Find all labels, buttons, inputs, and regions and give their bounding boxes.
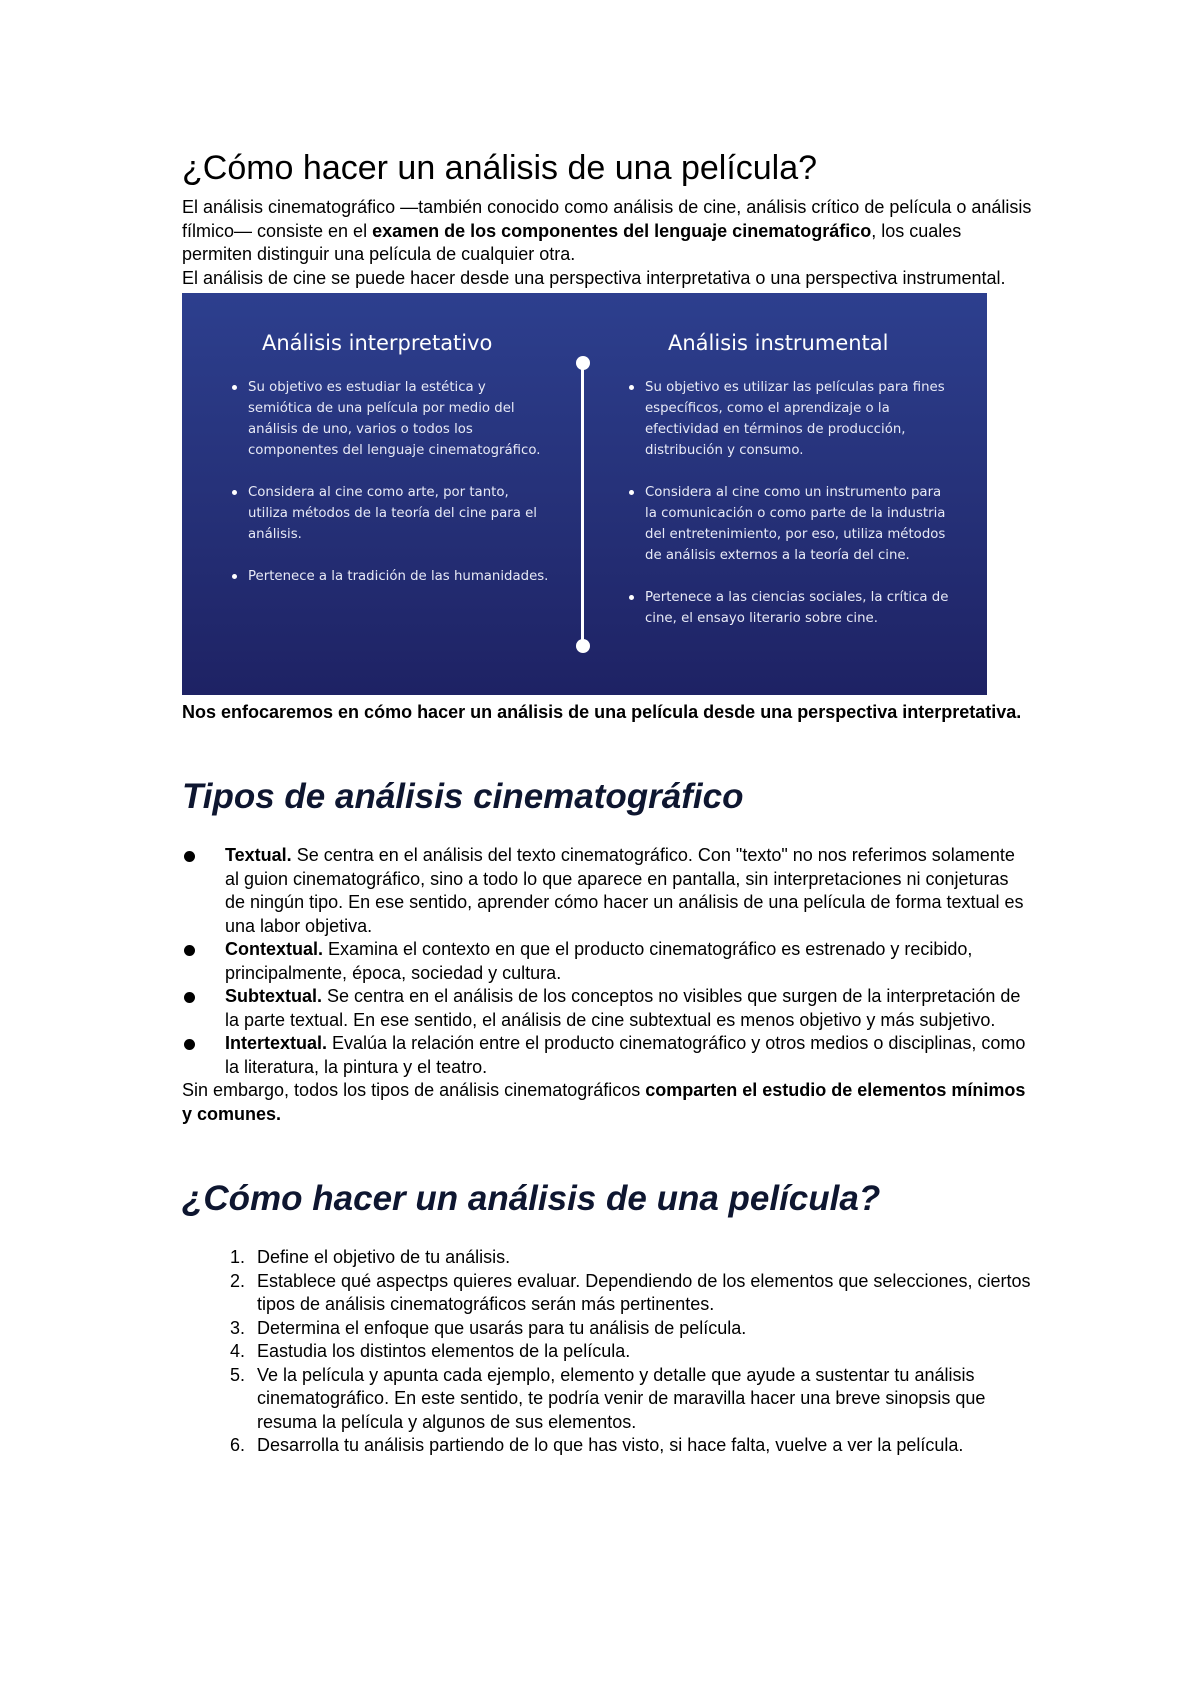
- instrumental-item: Pertenece a las ciencias sociales, la crítica de cine, el ensayo literario sobre cine.: [629, 587, 949, 629]
- tipos-closing: [182, 1079, 1032, 1126]
- document-content: [182, 148, 1032, 1458]
- tipos-desc: Se centra en el análisis de los conceptos no visibles que surgen de la interpretación de la parte textual. En ese sentido, el análisis de cine subtextual es menos objetivo y más subjetivo.: [225, 986, 1021, 1030]
- step-item: [217, 1317, 1032, 1341]
- step-number: 3.: [229, 1317, 245, 1338]
- step-text: Desarrolla tu análisis partiendo de lo que has visto, si hace falta, vuelve a ver la película.: [257, 1435, 964, 1455]
- step-item: [217, 1270, 1032, 1317]
- instrumental-title: Análisis instrumental: [668, 331, 889, 355]
- tipos-item: [182, 1032, 1032, 1079]
- instrumental-item: Considera al cine como un instrumento para la comunicación o como parte de la industria del entretenimiento, por eso, utiliza métodos de análisis externos a la teoría del cine.: [629, 482, 949, 566]
- instrumental-item: Su objetivo es utilizar las películas para fines específicos, como el aprendizaje o la efectividad en términos de producción, distribución y consumo.: [629, 377, 949, 461]
- step-text: Establece qué aspectps quieres evaluar. Dependiendo de los elementos que selecciones, ciertos tipos de análisis cinematográficos serán más pertinentes.: [257, 1270, 1031, 1314]
- divider-bottom-dot: [576, 639, 590, 653]
- step-text: Define el objetivo de tu análisis.: [257, 1247, 511, 1267]
- instrumental-list: [629, 377, 949, 650]
- focus-statement: Nos enfocaremos en cómo hacer un análisis de una película desde una perspectiva interpretativa.: [182, 702, 1022, 722]
- step-item: [217, 1340, 1032, 1364]
- step-text: Determina el enfoque que usarás para tu análisis de película.: [257, 1317, 747, 1338]
- section-heading-como: ¿Cómo hacer un análisis de una película?: [182, 1179, 881, 1218]
- step-number: 1.: [229, 1247, 245, 1267]
- step-text: Ve la película y apunta cada ejemplo, elemento y detalle que ayude a sustentar tu análisis cinematográfico. En este sentido, te podría venir de maravilla hacer una breve sinopsis que resuma la película y algunos de sus elementos.: [257, 1364, 986, 1432]
- timeline-divider: [581, 360, 584, 646]
- tipos-list: [182, 844, 1032, 1079]
- step-number: 6.: [229, 1435, 245, 1455]
- section-heading-tipos: Tipos de análisis cinematográfico: [182, 777, 744, 816]
- intro-paragraph-2: El análisis de cine se puede hacer desde una perspectiva interpretativa o una perspectiva instrumental.: [182, 267, 1006, 288]
- tipos-term: Intertextual.: [225, 1033, 328, 1053]
- interpretativo-list: [232, 377, 552, 608]
- tipos-desc: Evalúa la relación entre el producto cinematográfico y otros medios o disciplinas, como la literatura, la pintura y el teatro.: [225, 1033, 1026, 1077]
- tipos-term: Subtextual.: [225, 986, 323, 1006]
- tipos-desc: Se centra en el análisis del texto cinematográfico. Con "texto" no nos referimos solamente al guion cinematográfico, sino a todo lo que aparece en pantalla, sin interpretaciones ni conjeturas de ningún tipo. En ese sentido, aprender cómo hacer un análisis de una película de forma textual es una labor objetiva.: [225, 845, 1024, 936]
- interpretativo-item: Su objetivo es estudiar la estética y semiótica de una película por medio del análisis de uno, varios o todos los componentes del lenguaje cinematográfico.: [232, 377, 552, 461]
- intro-text-b: , los cuales permiten distinguir una película de cualquier otra.: [182, 220, 962, 264]
- step-item: [217, 1434, 1032, 1458]
- tipos-item: [182, 844, 1032, 938]
- closing-text: Sin embargo, todos los tipos de análisis cinematográficos: [182, 1080, 646, 1100]
- step-number: 4.: [229, 1341, 245, 1361]
- step-item: [217, 1246, 1032, 1270]
- tipos-term: Contextual.: [225, 939, 324, 959]
- interpretativo-item: Considera al cine como arte, por tanto, utiliza métodos de la teoría del cine para el análisis.: [232, 482, 552, 545]
- intro-paragraph: [182, 196, 1032, 267]
- step-number: 2.: [229, 1270, 245, 1291]
- divider-top-dot: [576, 356, 590, 370]
- tipos-desc: Examina el contexto en que el producto cinematográfico es estrenado y recibido, principalmente, época, sociedad y cultura.: [225, 939, 973, 983]
- steps-list: [182, 1246, 1032, 1458]
- tipos-item: [182, 938, 1032, 985]
- intro-bold: examen de los componentes del lenguaje cinematográfico: [372, 220, 872, 241]
- step-text: Eastudia los distintos elementos de la película.: [257, 1341, 631, 1361]
- page-title: ¿Cómo hacer un análisis de una película?: [182, 149, 818, 187]
- interpretativo-item: Pertenece a la tradición de las humanidades.: [232, 566, 552, 587]
- tipos-term: Textual.: [225, 845, 292, 865]
- step-item: [217, 1364, 1032, 1435]
- closing-bold: comparten el estudio de elementos mínimos y comunes.: [182, 1080, 1026, 1124]
- intro-text-a: El análisis cinematográfico —también conocido como análisis de cine, análisis crítico de película o análisis fílmico— consiste en el: [182, 197, 1032, 241]
- interpretativo-title: Análisis interpretativo: [262, 331, 493, 355]
- comparison-infographic: [182, 293, 987, 695]
- step-number: 5.: [229, 1364, 245, 1385]
- tipos-item: [182, 985, 1032, 1032]
